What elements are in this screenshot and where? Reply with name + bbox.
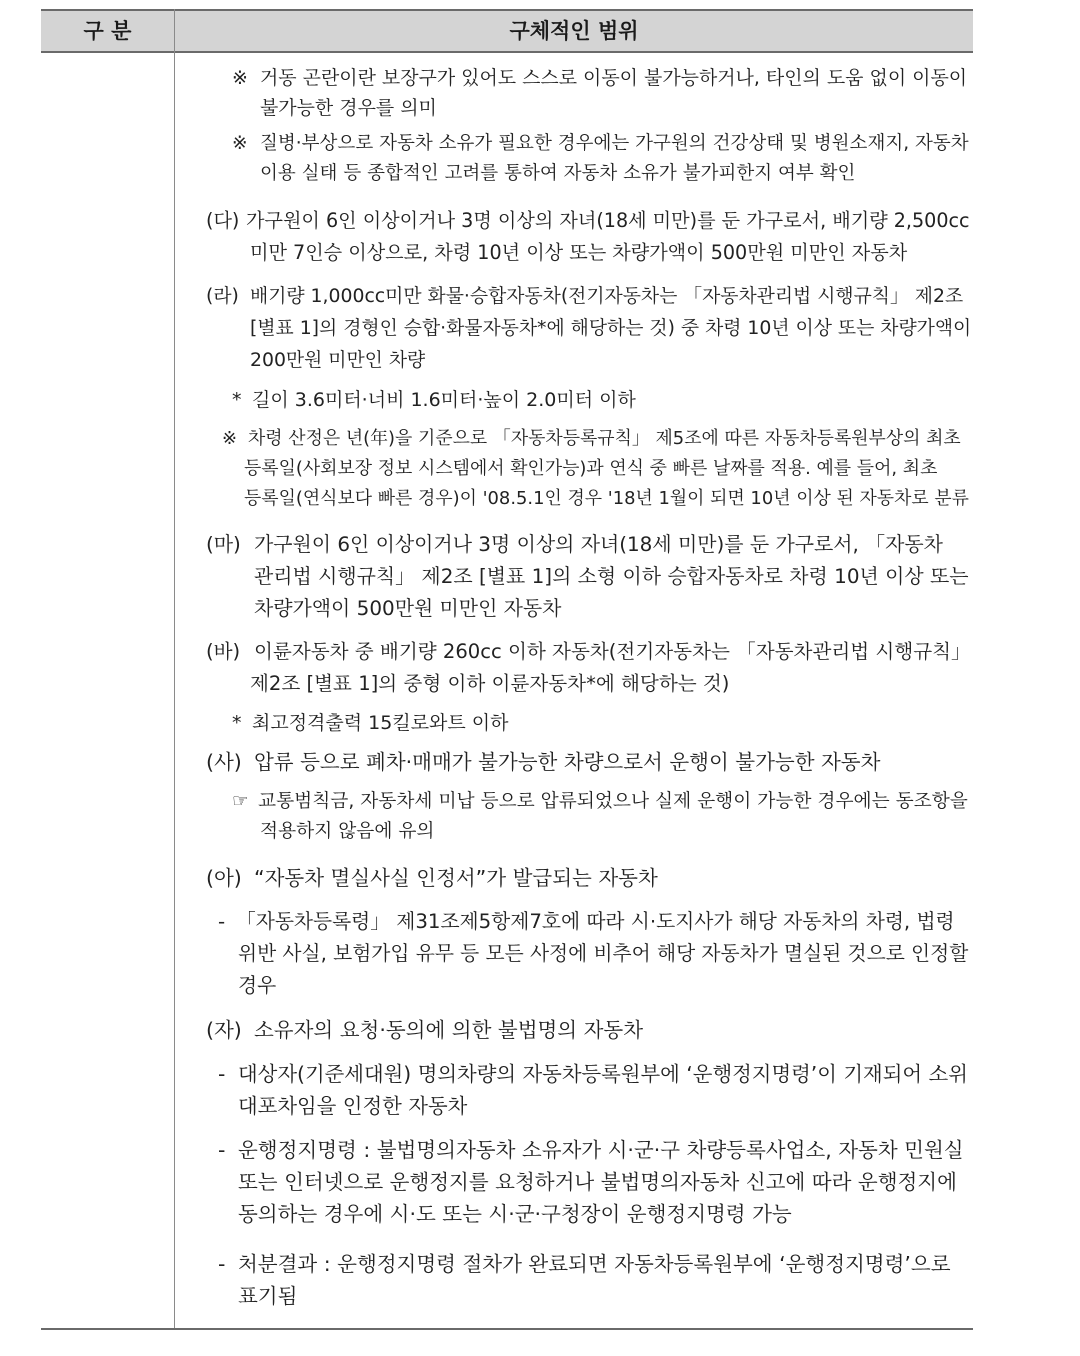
note-item: ※ 거동 곤란이란 보장구가 있어도 스스로 이동이 불가능하거나, 타인의 도움 없이 이동이 불가능한 경우를 의미 — [232, 67, 968, 119]
table-header — [41, 9, 973, 53]
note-item: ☞ 교통범칙금, 자동차세 미납 등으로 압류되었으나 실제 운행이 가능한 경우에는 동조항을 적용하지 않음에 유의 — [232, 791, 968, 842]
header-category: 구 분 — [83, 19, 132, 43]
list-item-a: (아) “자동차 멸실사실 인정서”가 발급되는 자동차 — [206, 866, 658, 890]
list-item-ba: (바) 이륜자동차 중 배기량 260cc 이하 자동차(전기자동차는 「자동차관리법 시행규칙」 제2조 [별표 1]의 중형 이하 이륜자동차*에 해당하는 것) — [206, 640, 971, 695]
note-item: ※ 차령 산정은 년(年)을 기준으로 「자동차등록규칙」 제5조에 따른 자동차등록원부상의 최초 등록일(사회보장 정보 시스템에서 확인가능)과 연식 중 빠른 날짜를 적용. 예를 들어, 최초 등록일(연식보다 빠른 경우)이 '08.5.1인 경우 '18년 1월이 되면 10년 이상 된 자동차로 분류 — [222, 428, 969, 509]
column-divider — [174, 9, 175, 1330]
list-sub-item: - 대상자(기준세대원) 명의차량의 자동차등록원부에 ‘운행정지명령’이 기재되어 소위 대포차임을 인정한 자동차 — [218, 1062, 968, 1118]
footnote: * 최고정격출력 15킬로와트 이하 — [232, 712, 509, 734]
list-sub-item: - 운행정지명령 : 불법명의자동차 소유자가 시·군·구 차량등록사업소, 자동차 민원실 또는 인터넷으로 운행정지를 요청하거나 불법명의자동차 신고에 따라 운행정지에 동의하는 경우에 시·도 또는 시·군·구청장이 운행정지명령 가능 — [218, 1138, 964, 1226]
table-bottom-border — [41, 1328, 973, 1330]
list-sub-item: - 「자동차등록령」 제31조제5항제7호에 따라 시·도지사가 해당 자동차의 차령, 법령 위반 사실, 보험가입 유무 등 모든 사정에 비추어 해당 자동차가 멸실된 것으로 인정할 경우 — [218, 910, 969, 997]
list-item-ma: (마) 가구원이 6인 이상이거나 3명 이상의 자녀(18세 미만)를 둔 가구로서, 「자동차 관리법 시행규칙」 제2조 [별표 1]의 소형 이하 승합자동차로 차령 10년 이상 또는 차량가액이 500만원 미만인 자동차 — [206, 532, 969, 620]
list-item-sa: (사) 압류 등으로 폐차·매매가 불가능한 차량으로서 운행이 불가능한 자동차 — [206, 750, 881, 774]
note-item: ※ 질병·부상으로 자동차 소유가 필요한 경우에는 가구원의 건강상태 및 병원소재지, 자동차 이용 실태 등 종합적인 고려를 통하여 자동차 소유가 불가피한지 여부 확인 — [232, 133, 969, 184]
list-item-da: (다) 가구원이 6인 이상이거나 3명 이상의 자녀(18세 미만)를 둔 가구로서, 배기량 2,500cc 미만 7인승 이상으로, 차령 10년 이상 또는 차량가액이 500만원 미만인 자동차 — [206, 209, 970, 264]
header-scope: 구체적인 범위 — [509, 19, 639, 43]
list-item-ja: (자) 소유자의 요청·동의에 의한 불법명의 자동차 — [206, 1018, 644, 1042]
list-sub-item: - 처분결과 : 운행정지명령 절차가 완료되면 자동차등록원부에 ‘운행정지명령’으로 표기됨 — [218, 1252, 951, 1308]
footnote: * 길이 3.6미터·너비 1.6미터·높이 2.0미터 이하 — [232, 389, 636, 411]
list-item-ra: (라) 배기량 1,000cc미만 화물·승합자동차(전기자동차는 「자동차관리법 시행규칙」 제2조 [별표 1]의 경형인 승합·화물자동차*에 해당하는 것) 중 차령 10년 이상 또는 차량가액이 200만원 미만인 차량 — [206, 286, 972, 371]
